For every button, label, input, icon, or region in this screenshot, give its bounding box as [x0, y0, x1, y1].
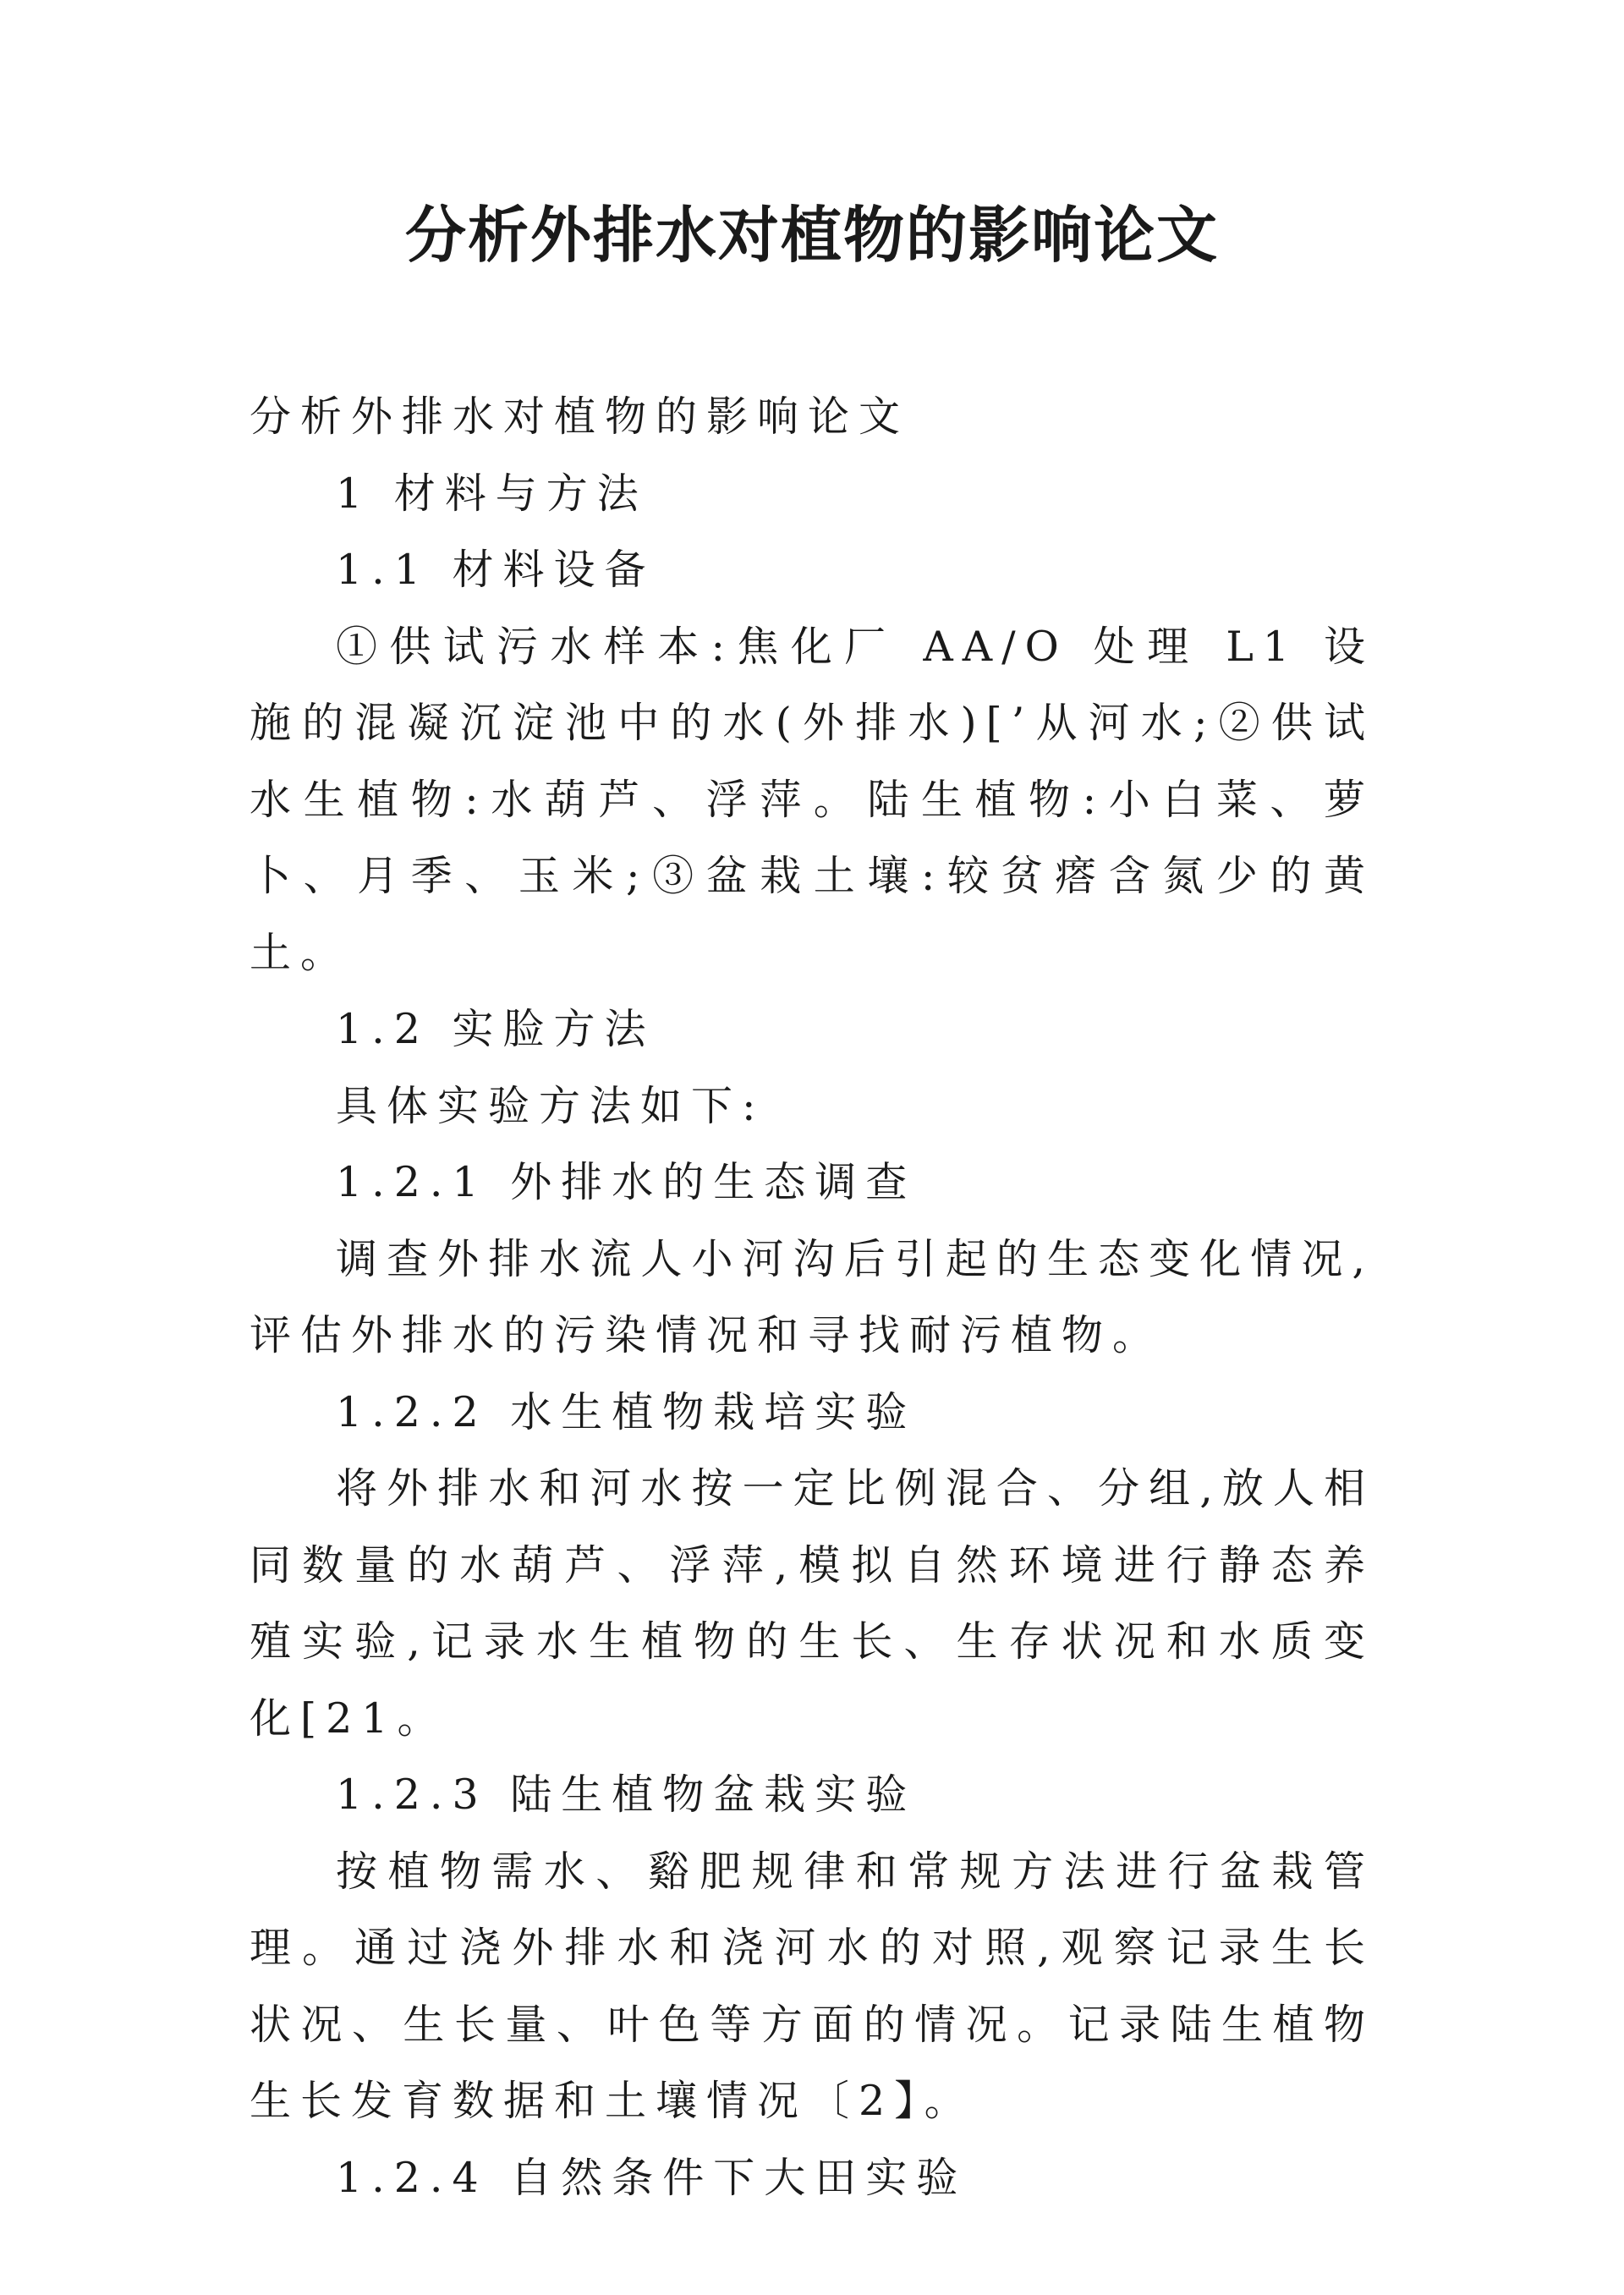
document-body — [250, 379, 1374, 2216]
section-heading-field-experiment: 1.2.4 自然条件下大田实验 — [336, 2153, 968, 2202]
body-paragraph-ecological-survey: 调查外排水流人小河沟后引起的生态变化情况,评估外排水的污染情况和寻找耐污植物。 — [250, 1234, 1374, 1359]
section-heading-experiment-method: 1.2 实脸方法 — [336, 1005, 656, 1053]
section-heading-aquatic-cultivation: 1.2.2 水生植物栽培实验 — [336, 1387, 917, 1436]
document-title: 分析外排水对植物的影响论文 — [404, 199, 1219, 271]
section-heading-materials-methods: 1 材料与方法 — [336, 469, 648, 518]
body-paragraph-materials: ①供试污水样本:焦化厂 AA/O 处理 L1 设施的混凝沉淀池中的水(外排水)[’从河水;②供试水生植物:水葫芦、浮萍。陆生植物:小白菜、萝卜、月季、玉米;③盆栽土壤:较贫瘩含氮少的黄土。 — [250, 622, 1374, 977]
section-heading-potted-experiment: 1.2.3 陆生植物盆栽实验 — [336, 1771, 917, 1819]
body-paragraph-potted-experiment: 按植物需水、谿肥规律和常规方法进行盆栽管理。通过浇外排水和浇河水的对照,观察记录生长状况、生长量、叶色等方面的情况。记录陆生植物生长发育数据和土壤情况〔2】。 — [250, 1847, 1374, 2125]
body-paragraph-method-intro: 具体实验方法如下: — [336, 1081, 765, 1130]
section-heading-ecological-survey: 1.2.1 外排水的生态调查 — [336, 1158, 917, 1206]
body-paragraph-aquatic-cultivation: 将外排水和河水按一定比例混合、分组,放人相同数量的水葫芦、浮萍,模拟自然环境进行静态养殖实验,记录水生植物的生长、生存状况和水质变化[21。 — [250, 1464, 1374, 1743]
body-paragraph-intro: 分析外排水对植物的影响论文 — [250, 393, 910, 441]
section-heading-materials-equipment: 1.1 材料设备 — [336, 546, 656, 594]
